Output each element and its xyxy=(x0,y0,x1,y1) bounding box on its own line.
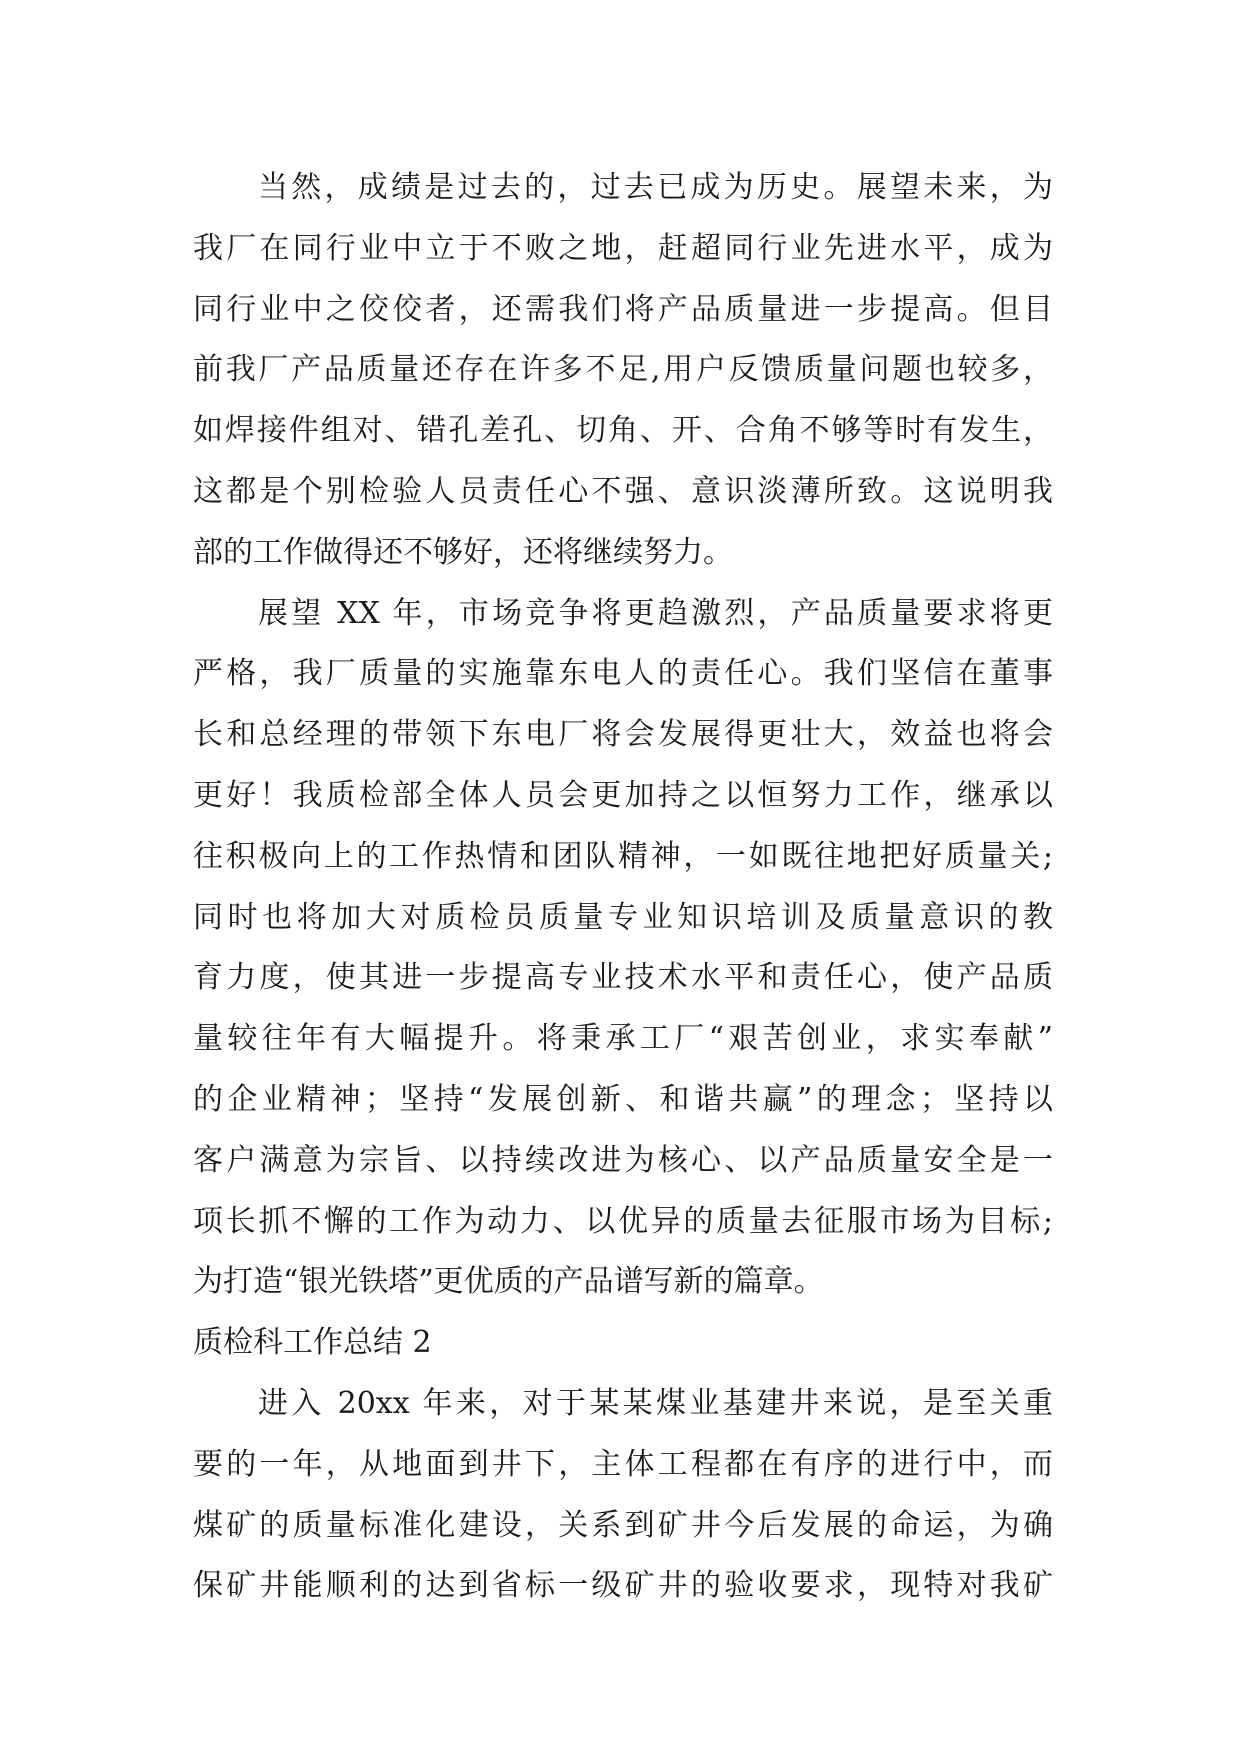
paragraph-line: 育力度，使其进一步提高专业技术水平和责任心，使产品质 xyxy=(193,960,1053,996)
paragraph-1 xyxy=(193,158,1053,584)
paragraph-line: 煤矿的质量标准化建设，关系到矿井今后发展的命运，为确 xyxy=(193,1507,1053,1543)
paragraph-line: 这都是个别检验人员责任心不强、意识淡薄所致。这说明我 xyxy=(193,473,1053,509)
paragraph-line: 前我厂产品质量还存在许多不足,用户反馈质量问题也较多， xyxy=(193,352,1053,388)
paragraph-line: 进入 20xx 年来，对于某某煤业基建井来说，是至关重 xyxy=(258,1385,1053,1421)
paragraph-line: 同行业中之佼佼者，还需我们将产品质量进一步提高。但目 xyxy=(193,291,1053,327)
paragraph-line: 项长抓不懈的工作为动力、以优异的质量去征服市场为目标; xyxy=(193,1203,1053,1239)
paragraph-line: 为打造“银光铁塔”更优质的产品谱写新的篇章。 xyxy=(193,1264,824,1300)
paragraph-line: 如焊接件组对、错孔差孔、切角、开、合角不够等时有发生， xyxy=(193,413,1053,449)
paragraph-line: 要的一年，从地面到井下，主体工程都在有序的进行中，而 xyxy=(193,1446,1053,1482)
paragraph-line: 长和总经理的带领下东电厂将会发展得更壮大，效益也将会 xyxy=(193,717,1053,753)
paragraph-line: 保矿井能顺利的达到省标一级矿井的验收要求，现特对我矿 xyxy=(193,1568,1053,1604)
paragraph-line: 量较往年有大幅提升。将秉承工厂“艰苦创业，求实奉献” xyxy=(193,1021,1053,1057)
paragraph-line: 客户满意为宗旨、以持续改进为核心、以产品质量安全是一 xyxy=(193,1142,1053,1178)
paragraph-2 xyxy=(193,584,1053,1314)
paragraph-line: 我厂在同行业中立于不败之地，赶超同行业先进水平，成为 xyxy=(193,230,1053,266)
document-body xyxy=(193,158,1053,1617)
paragraph-3 xyxy=(193,1374,1053,1617)
paragraph-line: 同时也将加大对质检员质量专业知识培训及质量意识的教 xyxy=(193,899,1053,935)
paragraph-line: 往积极向上的工作热情和团队精神，一如既往地把好质量关; xyxy=(193,838,1053,874)
paragraph-line: 部的工作做得还不够好，还将继续努力。 xyxy=(193,534,733,570)
section-heading-text: 质检科工作总结 2 xyxy=(193,1325,432,1361)
paragraph-line: 更好！我质检部全体人员会更加持之以恒努力工作，继承以 xyxy=(193,777,1053,813)
section-heading xyxy=(193,1313,1053,1374)
paragraph-line: 的企业精神；坚持“发展创新、和谐共赢”的理念；坚持以 xyxy=(193,1081,1053,1117)
paragraph-line: 展望 XX 年，市场竞争将更趋激烈，产品质量要求将更 xyxy=(258,595,1053,631)
paragraph-line: 当然，成绩是过去的，过去已成为历史。展望未来，为 xyxy=(258,170,1053,205)
paragraph-line: 严格，我厂质量的实施靠东电人的责任心。我们坚信在董事 xyxy=(193,656,1053,692)
